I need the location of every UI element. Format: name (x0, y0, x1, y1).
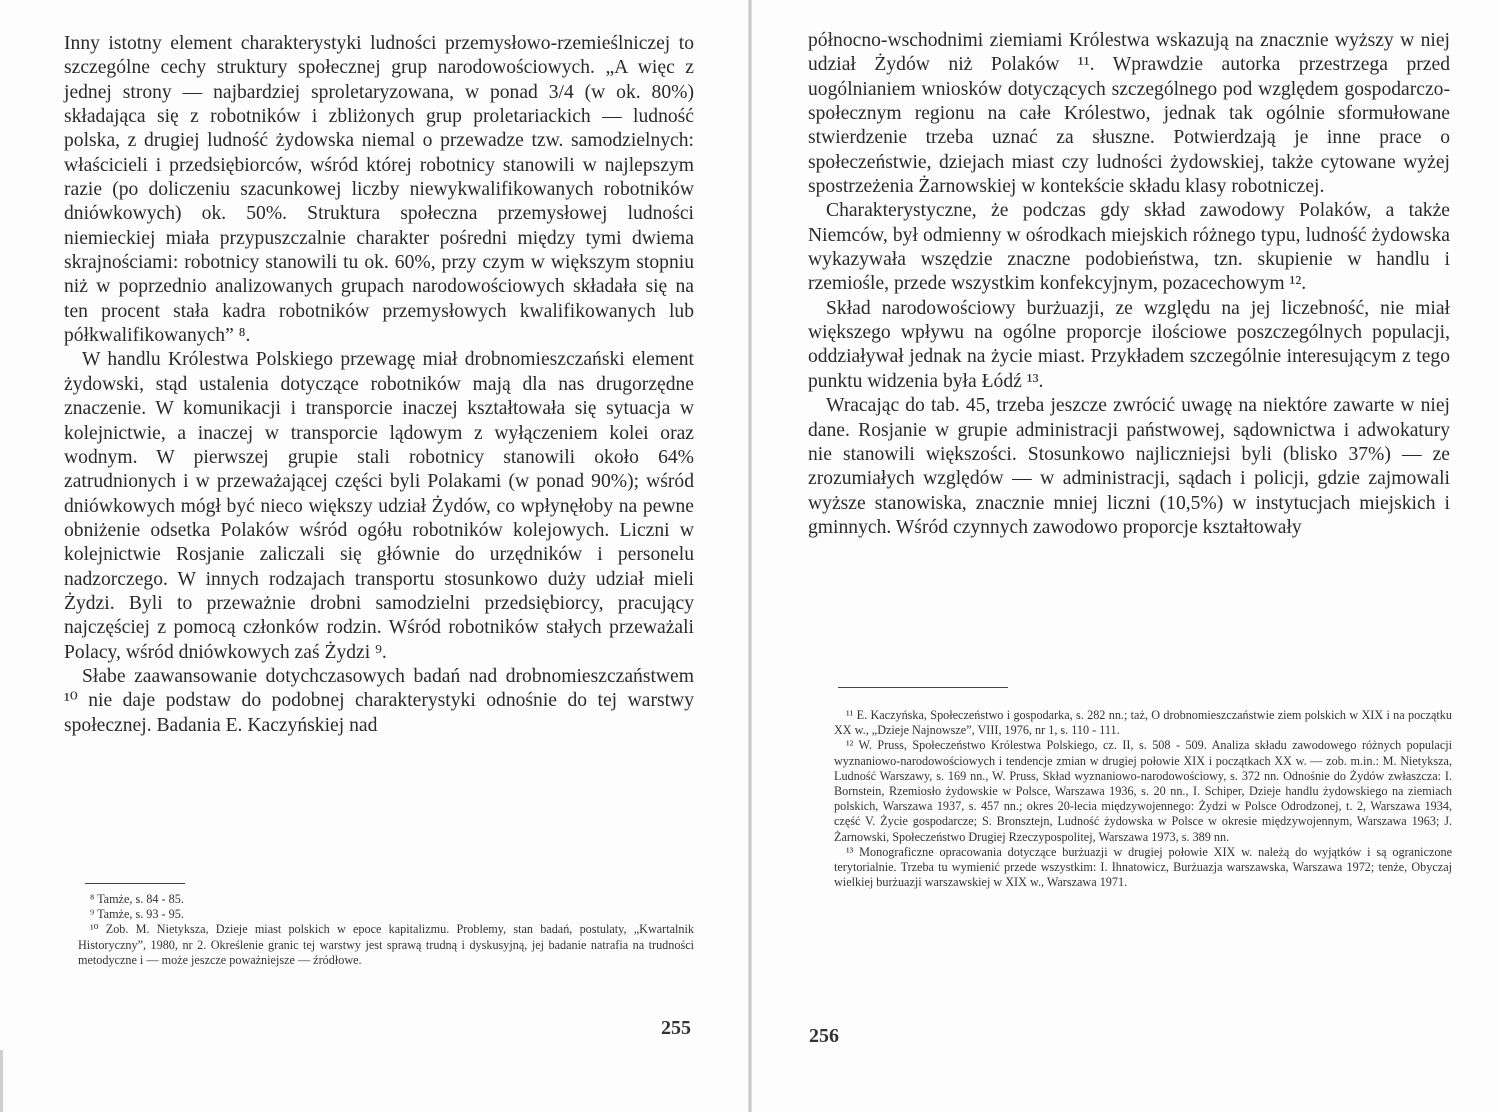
footnote: ¹¹ E. Kaczyńska, Społeczeństwo i gospodarka, s. 282 nn.; taż, O drobnomieszczaństwie ziem polskich w XIX i na początku XX w., „Dzieje Najnowsze”, VIII, 1976, nr 1, s. 110 - 111. (834, 708, 1452, 738)
paragraph: Słabe zaawansowanie dotychczasowych badań nad drobnomieszczaństwem ¹⁰ nie daje podstaw do podobnej charakterystyki odnośnie do tej warstwy społecznej. Badania E. Kaczyńskiej nad (64, 665, 694, 736)
paragraph: W handlu Królestwa Polskiego przewagę miał drobnomieszczański element żydowski, stąd ustalenia dotyczące robotników mają dla nas drugorzędne znaczenie. W komunikacji i transporcie inaczej kształtowała się sytuacja w kolejnictwie, a inaczej w transporcie lądowym z wyłączeniem kolei oraz wodnym. W pierwszej grupie stali robotnicy stanowili około 64% zatrudnionych i w przeważającej części byli Polakami (w ponad 90%); wśród dniówkowych mógł być nieco większy udział Żydów, co wpłynęłoby na pewne obniżenie odsetka Polaków wśród ogółu robotników kolejowych. Liczni w kolejnictwie Rosjanie zaliczali się głównie do urzędników i personelu nadzorczego. W innych rodzajach transportu stosunkowo duży udział mieli Żydzi. Byli to przeważnie drobni samodzielni przedsiębiorcy, pracujący najczęściej z pomocą członków rodzin. Wśród robotników stałych przeważali Polacy, wśród dniówkowych zaś Żydzi ⁹. (64, 349, 694, 663)
footnote-separator (838, 687, 1008, 688)
footnote-separator (85, 883, 185, 884)
paragraph: północno-wschodnimi ziemiami Królestwa wskazują na znacznie wyższy w niej udział Żydów niż Polaków ¹¹. Wprawdzie autorka przestrzega przed uogólnianiem wniosków dotyczących szczególnego pod względem gospodarczo-społecznym regionu na całe Królestwo, jednak tak ogólnie sformułowane stwierdzenie trzeba uznać za słuszne. Potwierdzają je inne prace o społeczeństwie, dziejach miast czy ludności żydowskiej, także cytowane wyżej spostrzeżenia Żarnowskiej w kontekście składu klasy robotniczej. (808, 30, 1450, 198)
paragraph: Wracając do tab. 45, trzeba jeszcze zwrócić uwagę na niektóre zawarte w niej dane. Rosjanie w grupie administracji państwowej, sądownictwa i adwokatury nie stanowili większości. Stosunkowo najliczniejsi byli (blisko 37%) — ze zrozumiałych względów — w administracji, sądach i policji, gdzie zajmowali wyższe stanowiska, znacznie mniej liczni (10,5%) w instytucjach miejskich i gminnych. Wśród czynnych zawodowo proporcje kształtowały (808, 395, 1450, 538)
footnote: ¹³ Monograficzne opracowania dotyczące burżuazji w drugiej połowie XIX w. należą do wyjątków i są ograniczone terytorialnie. Trzeba tu wymienić przede wszystkim: I. Ihnatowicz, Burżuazja warszawska, Warszawa 1972; tenże, Obyczaj wielkiej burżuazji warszawskiej w XIX w., Warszawa 1971. (834, 844, 1452, 890)
right-footnotes (834, 708, 1452, 890)
paragraph: Skład narodowościowy burżuazji, ze względu na jej liczebność, nie miał większego wpływu na ogólne proporcje ilościowe poszczególnych populacji, oddziaływał jednak na życie miast. Przykładem szczególnie interesującym z tego punktu widzenia była Łódź ¹³. (808, 297, 1450, 392)
right-page (752, 0, 1500, 1112)
page-number: 255 (661, 1017, 691, 1039)
page-number: 256 (809, 1025, 839, 1047)
left-footnotes (78, 892, 694, 968)
paragraph: Charakterystyczne, że podczas gdy skład zawodowy Polaków, a także Niemców, był odmienny w ośrodkach miejskich różnego typu, ludność żydowska wykazywała wszędzie znaczne podobieństwa, tzn. skupienie w handlu i rzemiośle, przede wszystkim konfekcyjnym, pozacechowym ¹². (808, 200, 1450, 295)
right-body-text (808, 29, 1450, 540)
paragraph: Inny istotny element charakterystyki ludności przemysłowo-rzemieślniczej to szczególne cechy struktury społecznej grup narodowościowych. „A więc z jednej strony — najbardziej sproletaryzowana, w ponad 3/4 (w ok. 80%) składająca się z robotników i zbliżonych grup proletariackich — ludność polska, z drugiej ludność żydowska niemal o przewadze tzw. samodzielnych: właścicieli i przedsiębiorców, wśród której robotnicy stanowili w najlepszym razie (po doliczeniu szacunkowej liczby niewykwalifikowanych robotników dniówkowych) ok. 50%. Struktura społeczna przemysłowej ludności niemieckiej miała przypuszczalnie charakter pośredni między tymi dwiema skrajnościami: robotnicy stanowili tu ok. 60%, przy czym w większym stopniu niż w poprzednio analizowanych grupach narodowościowych składała się na ten procent stała kadra robotników przemysłowych kwalifikowanych lub półkwalifikowanych” ⁸. (64, 33, 694, 347)
footnote: ¹² W. Pruss, Społeczeństwo Królestwa Polskiego, cz. II, s. 508 - 509. Analiza składu zawodowego różnych populacji wyznaniowo-narodowościowych i tendencje zmian w drugiej połowie XIX i początkach XX w. — zob. m.in.: M. Nietyksza, Ludność Warszawy, s. 169 nn., W. Pruss, Skład wyznaniowo-narodowościowy, s. 372 nn. Odnośnie do Żydów zwłaszcza: I. Bornstein, Rzemiosło żydowskie w Polsce, Warszawa 1936, s. 20 nn., I. Schiper, Dzieje handlu żydowskiego na ziemiach polskich, Warszawa 1937, s. 457 nn.; okres 20-lecia międzywojennego: Żydzi w Polsce Odrodzonej, t. 2, Warszawa 1934, część V. Życie gospodarcze; S. Bronsztejn, Ludność żydowska w Polsce w okresie międzywojennym, Warszawa 1963; J. Żarnowski, Społeczeństwo Drugiej Rzeczypospolitej, Warszawa 1973, s. 389 nn. (834, 738, 1452, 844)
left-body-text (64, 32, 694, 738)
left-page (0, 0, 748, 1112)
footnote: ⁸ Tamże, s. 84 - 85. (90, 892, 184, 906)
footnote: ¹⁰ Zob. M. Nietyksza, Dzieje miast polskich w epoce kapitalizmu. Problemy, stan badań, postulaty, „Kwartalnik Historyczny”, 1980, nr 2. Określenie granic tej warstwy jest sprawą trudną i dyskusyjną, jej badanie natrafia na trudności metodyczne i — może jeszcze poważniejsze — źródłowe. (78, 922, 694, 967)
footnote: ⁹ Tamże, s. 93 - 95. (90, 907, 184, 922)
